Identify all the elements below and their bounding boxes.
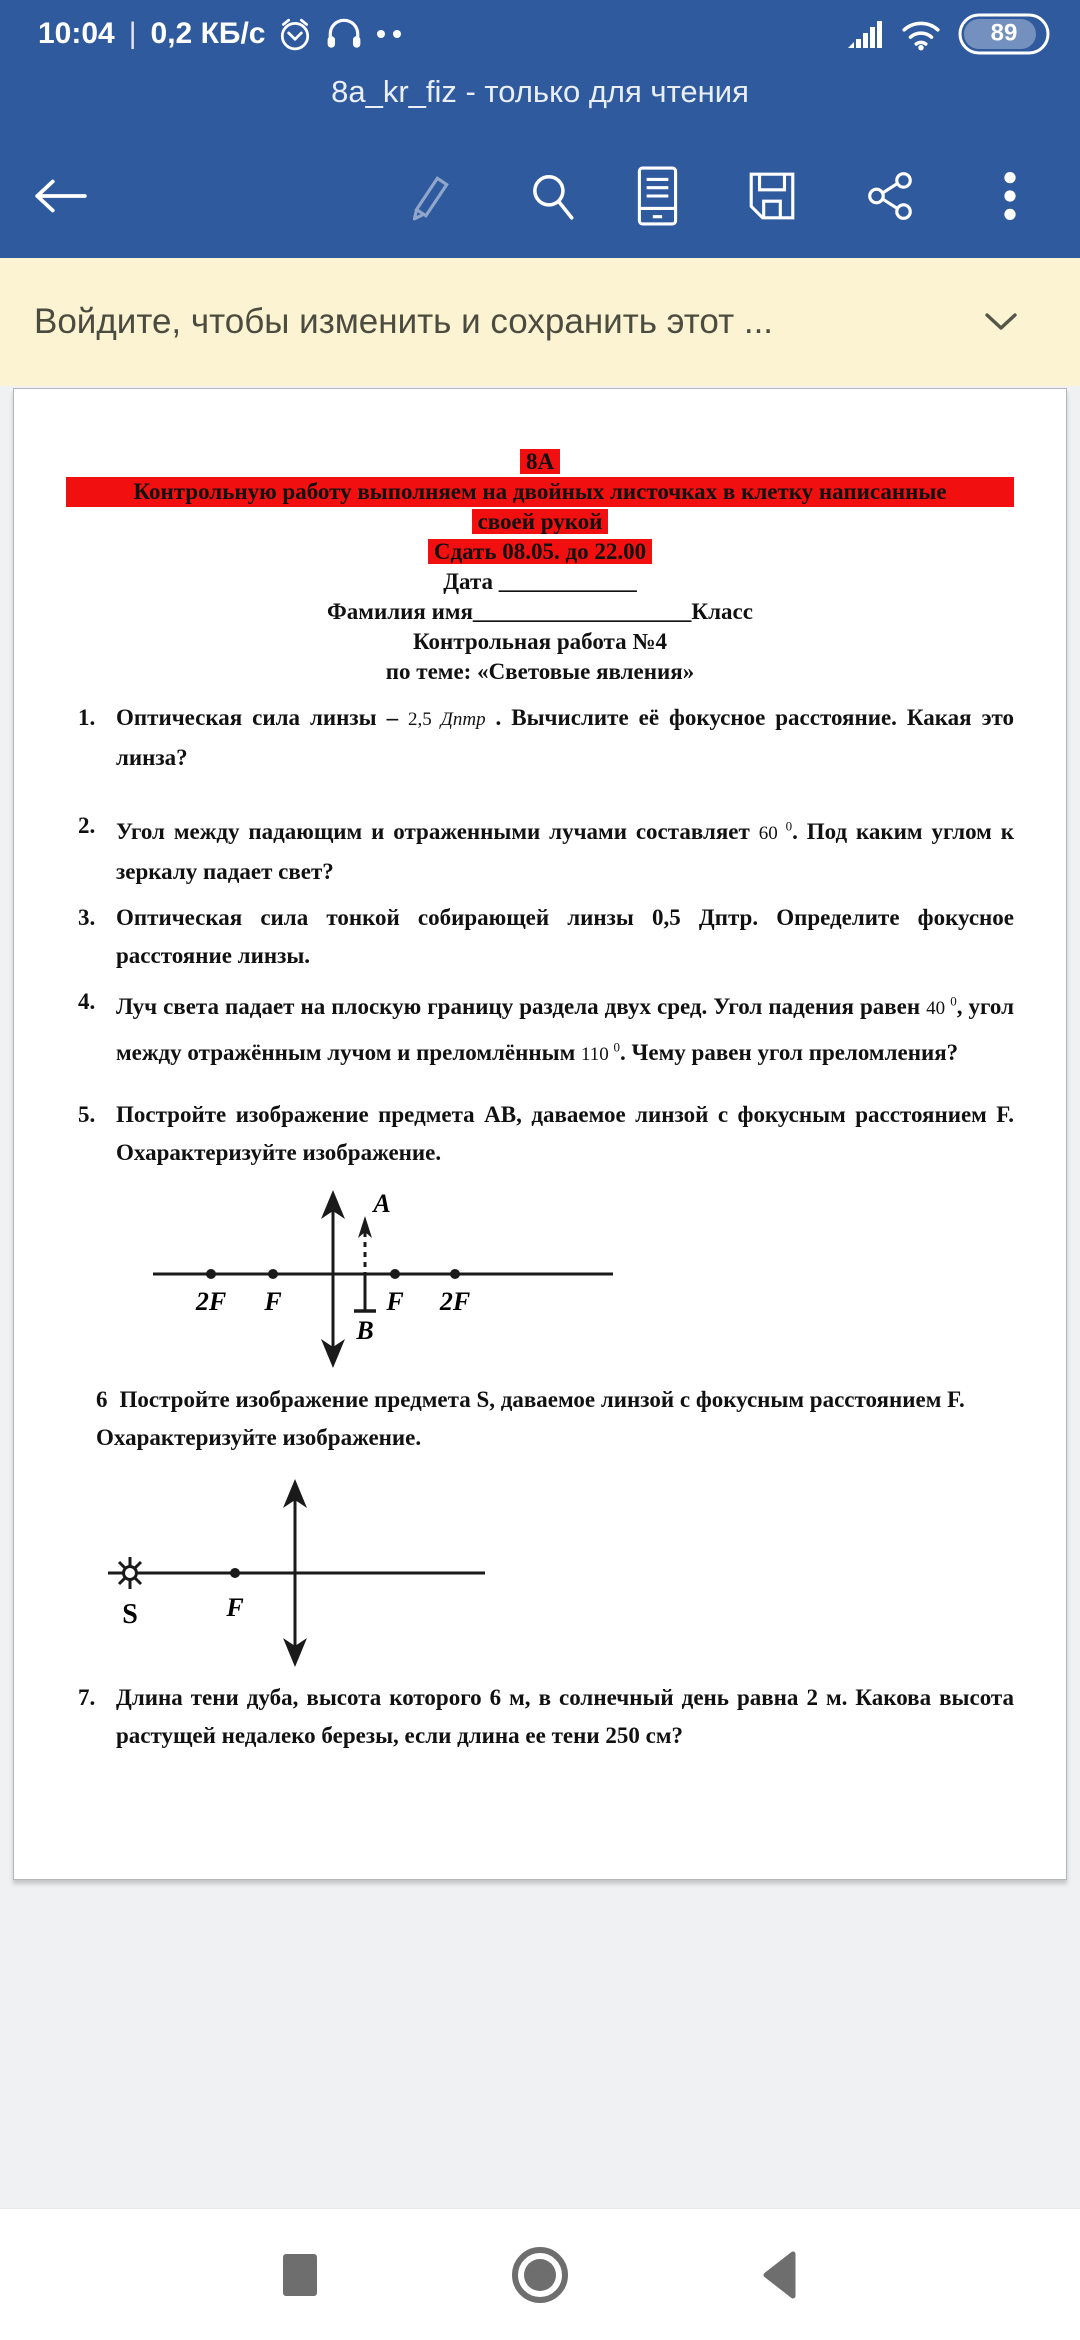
save-icon (745, 169, 799, 223)
wifi-icon (900, 17, 942, 51)
problem-text: Оптическая сила линзы – 2,5 Дптр . Вычислите её фокусное расстояние. Какая это линза? (116, 705, 1015, 770)
notification-dots-icon (375, 28, 405, 40)
back-nav-button[interactable] (735, 2230, 825, 2320)
problem-item-4 (66, 983, 1014, 1074)
header-instruction-line-2: своей рукой (66, 507, 1014, 537)
name-line: Фамилия имя___________________Класс (327, 599, 753, 624)
problems-list (66, 699, 1014, 1755)
battery-level: 89 (990, 19, 1018, 47)
label-right-f: F (386, 1286, 404, 1316)
status-right (846, 13, 1050, 55)
chevron-down-icon[interactable] (984, 312, 1018, 332)
status-separator: | (128, 17, 137, 50)
document-page (13, 388, 1067, 1880)
android-nav-bar (0, 2208, 1080, 2340)
signin-banner-text: Войдите, чтобы изменить и сохранить этот ... (34, 302, 774, 341)
edit-pencil-icon (403, 170, 453, 222)
status-left (38, 16, 405, 52)
battery-icon (958, 13, 1050, 55)
problem-text: Постройте изображение предмета S, даваемое линзой с фокусным расстоянием F. Охарактеризуйте изображение. (96, 1386, 965, 1450)
share-icon (865, 170, 915, 222)
problem-number: 3. (78, 904, 96, 930)
search-icon (527, 170, 577, 222)
problem-text: Постройте изображение предмета АВ, даваемое линзой с фокусным расстоянием F. Охарактеризуйте изображение. (116, 1101, 1014, 1165)
label-right-2f: 2F (439, 1286, 471, 1316)
status-bar (0, 10, 1080, 58)
back-arrow-icon (31, 175, 89, 217)
recents-button[interactable] (255, 2230, 345, 2320)
alarm-icon (277, 16, 313, 52)
date-line: Дата ____________ (443, 569, 637, 594)
mobile-view-button[interactable] (628, 164, 688, 228)
save-button[interactable] (742, 164, 802, 228)
header-class-line: 8А (66, 447, 1014, 477)
problem-number: 7. (78, 1684, 96, 1710)
problem-text: Длина тени дуба, высота которого 6 м, в солнечный день равна 2 м. Какова высота растущей недалеко березы, если длина ее тени 250 см? (116, 1684, 1014, 1748)
document-title: 8a_kr_fiz - только для чтения (331, 74, 749, 109)
back-button[interactable] (30, 164, 90, 228)
work-title: Контрольная работа №4 (413, 629, 667, 654)
problem-text: Угол между падающим и отраженными лучами составляет 60 $^0$. Под каким углом к зеркалу падает свет? (116, 818, 1014, 884)
mobile-view-icon (635, 165, 681, 227)
clock-time: 10:04 (38, 17, 115, 50)
label-b: B (356, 1315, 374, 1345)
problem-item-5 (66, 1096, 1014, 1172)
label-left-f: F (264, 1286, 282, 1316)
home-icon (509, 2244, 571, 2306)
problem-number: 5. (78, 1101, 96, 1127)
back-icon (759, 2248, 801, 2302)
lens-diagram-s (100, 1473, 490, 1673)
document-scroll-area[interactable] (0, 386, 1080, 2208)
problem-number: 2. (78, 813, 96, 838)
app-bar (0, 0, 1080, 258)
header-instruction-line: Контрольную работу выполняем на двойных листочках в клетку написанные (66, 477, 1014, 507)
problem-item-2 (66, 807, 1014, 891)
toolbar (0, 146, 1080, 246)
label-f: F (226, 1592, 244, 1622)
network-speed: 0,2 КБ/с (150, 17, 266, 50)
overflow-menu-button[interactable] (990, 164, 1030, 228)
title-bar (0, 74, 1080, 110)
search-button[interactable] (522, 164, 582, 228)
problem-item-3 (66, 899, 1014, 975)
header-deadline-line: Сдать 08.05. до 22.00 (66, 537, 1014, 567)
lens-diagram-ab (148, 1186, 618, 1371)
home-button[interactable] (495, 2230, 585, 2320)
problem-text: Оптическая сила тонкой собирающей линзы 0,5 Дптр. Определите фокусное расстояние линзы. (116, 904, 1014, 968)
headphones-icon (325, 17, 363, 51)
signin-banner[interactable] (0, 258, 1080, 386)
overflow-menu-icon (1003, 170, 1017, 222)
label-s: S (122, 1598, 138, 1630)
problem-number: 4. (78, 988, 96, 1014)
label-a: A (373, 1188, 391, 1218)
problem-item-6 (96, 1381, 1014, 1457)
share-button[interactable] (860, 164, 920, 228)
signal-icon (846, 18, 884, 50)
recents-icon (280, 2251, 320, 2299)
label-left-2f: 2F (195, 1286, 227, 1316)
problem-number: 1. (78, 705, 96, 730)
problem-item-7 (66, 1679, 1014, 1755)
theme-line: по теме: «Световые явления» (385, 659, 695, 684)
problem-number: 6 (96, 1386, 108, 1412)
edit-button[interactable] (398, 164, 458, 228)
problem-text: Луч света падает на плоскую границу раздела двух сред. Угол падения равен 40 $^0$, угол между отражённым лучом и преломлённым 110 $^0$. Чему равен угол преломления? (116, 993, 1015, 1065)
problem-item-1 (66, 699, 1014, 777)
